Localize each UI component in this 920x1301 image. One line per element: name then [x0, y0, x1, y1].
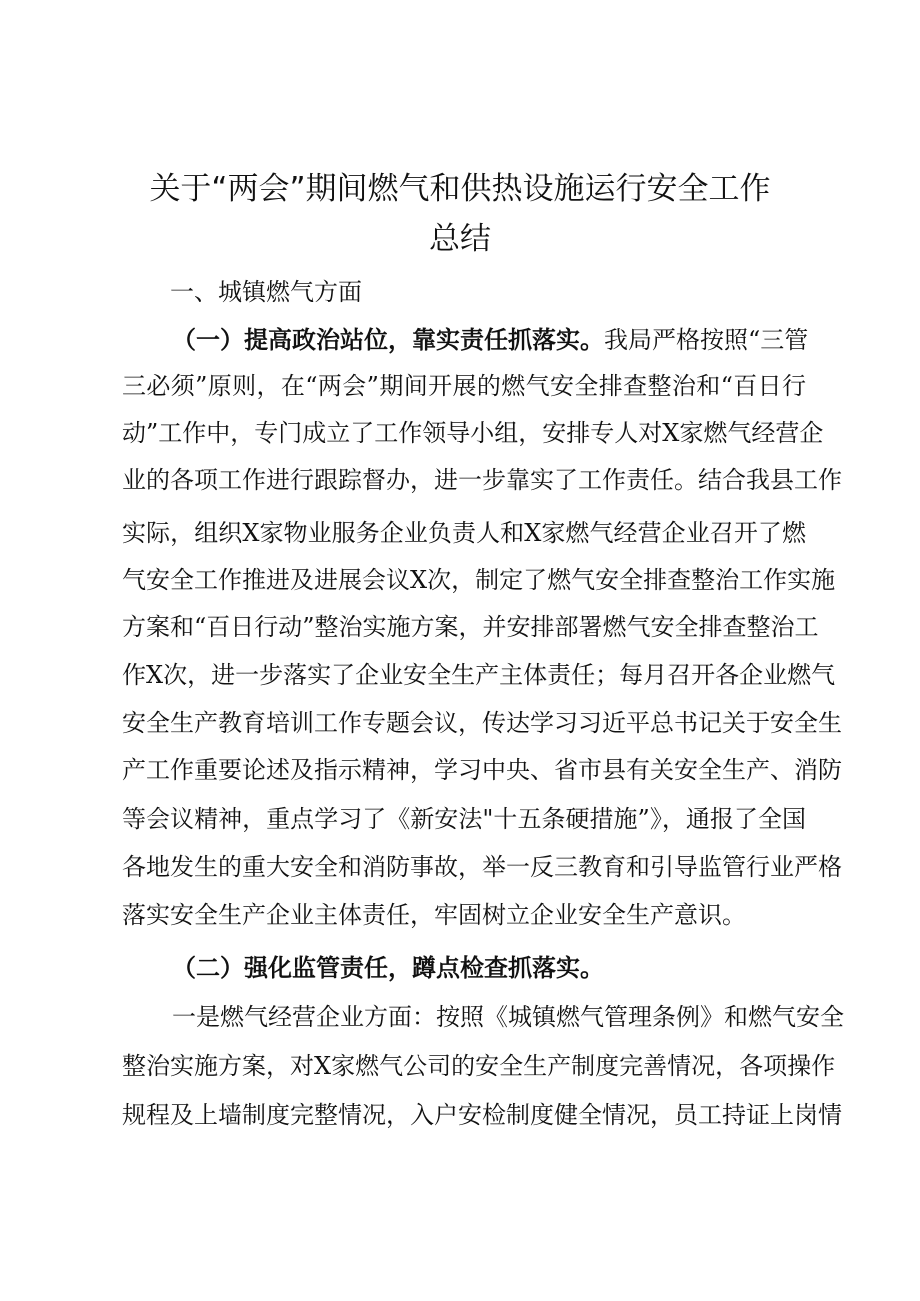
paragraph-1-line-2: 三必须”原则，在“两会”期间开展的燃气安全排查整治和“百日行 — [122, 372, 806, 400]
paragraph-1-line-1-text: 我局严格按照“三管 — [604, 326, 809, 354]
paragraph-1-line-4: 业的各项工作进行跟踪督办，进一步靠实了工作责任。结合我县工作 — [122, 466, 842, 494]
paragraph-1-line-11: 等会议精神，重点学习了《新安法"十五条硬措施”》，通报了全国 — [122, 805, 806, 833]
paragraph-1-line-6: 气安全工作推进及进展会议X次，制定了燃气安全排查整治工作实施 — [122, 566, 836, 594]
section-heading-urban-gas: 一、城镇燃气方面 — [170, 278, 362, 306]
subsection-heading-supervision: （二）强化监管责任，蹲点检查抓落实。 — [172, 954, 604, 982]
paragraph-1-line-7: 方案和“百日行动”整治实施方案，并安排部署燃气安全排查整治工 — [122, 613, 819, 641]
paragraph-3-line-1: 一是燃气经营企业方面：按照《城镇燃气管理条例》和燃气安全 — [172, 1003, 844, 1031]
paragraph-1-line-3: 动”工作中，专门成立了工作领导小组，安排专人对X家燃气经营企 — [122, 419, 824, 447]
paragraph-3-line-2: 整治实施方案，对X家燃气公司的安全生产制度完善情况，各项操作 — [122, 1052, 836, 1080]
paragraph-3-line-3: 规程及上墙制度完整情况，入户安检制度健全情况，员工持证上岗情 — [122, 1101, 842, 1129]
paragraph-1-line-10: 产工作重要论述及指示精神，学习中央、省市县有关安全生产、消防 — [122, 756, 842, 784]
paragraph-1-line-1 — [172, 323, 809, 357]
paragraph-1-line-9: 安全生产教育培训工作专题会议，传达学习习近平总书记关于安全生 — [122, 709, 842, 737]
paragraph-1-lead-heading: （一）提高政治站位，靠实责任抓落实。 — [172, 326, 604, 354]
document-title-line-2: 总结 — [429, 221, 491, 257]
paragraph-1-line-12: 各地发生的重大安全和消防事故，举一反三教育和引导监管行业严格 — [122, 853, 842, 881]
paragraph-1-line-5: 实际，组织X家物业服务企业负责人和X家燃气经营企业召开了燃 — [122, 519, 806, 547]
paragraph-1-line-8: 作X次，进一步落实了企业安全生产主体责任；每月召开各企业燃气 — [122, 661, 836, 689]
paragraph-1-line-13: 落实安全生产企业主体责任，牢固树立企业安全生产意识。 — [122, 901, 746, 929]
document-title-line-1: 关于“两会”期间燃气和供热设施运行安全工作 — [149, 171, 771, 207]
